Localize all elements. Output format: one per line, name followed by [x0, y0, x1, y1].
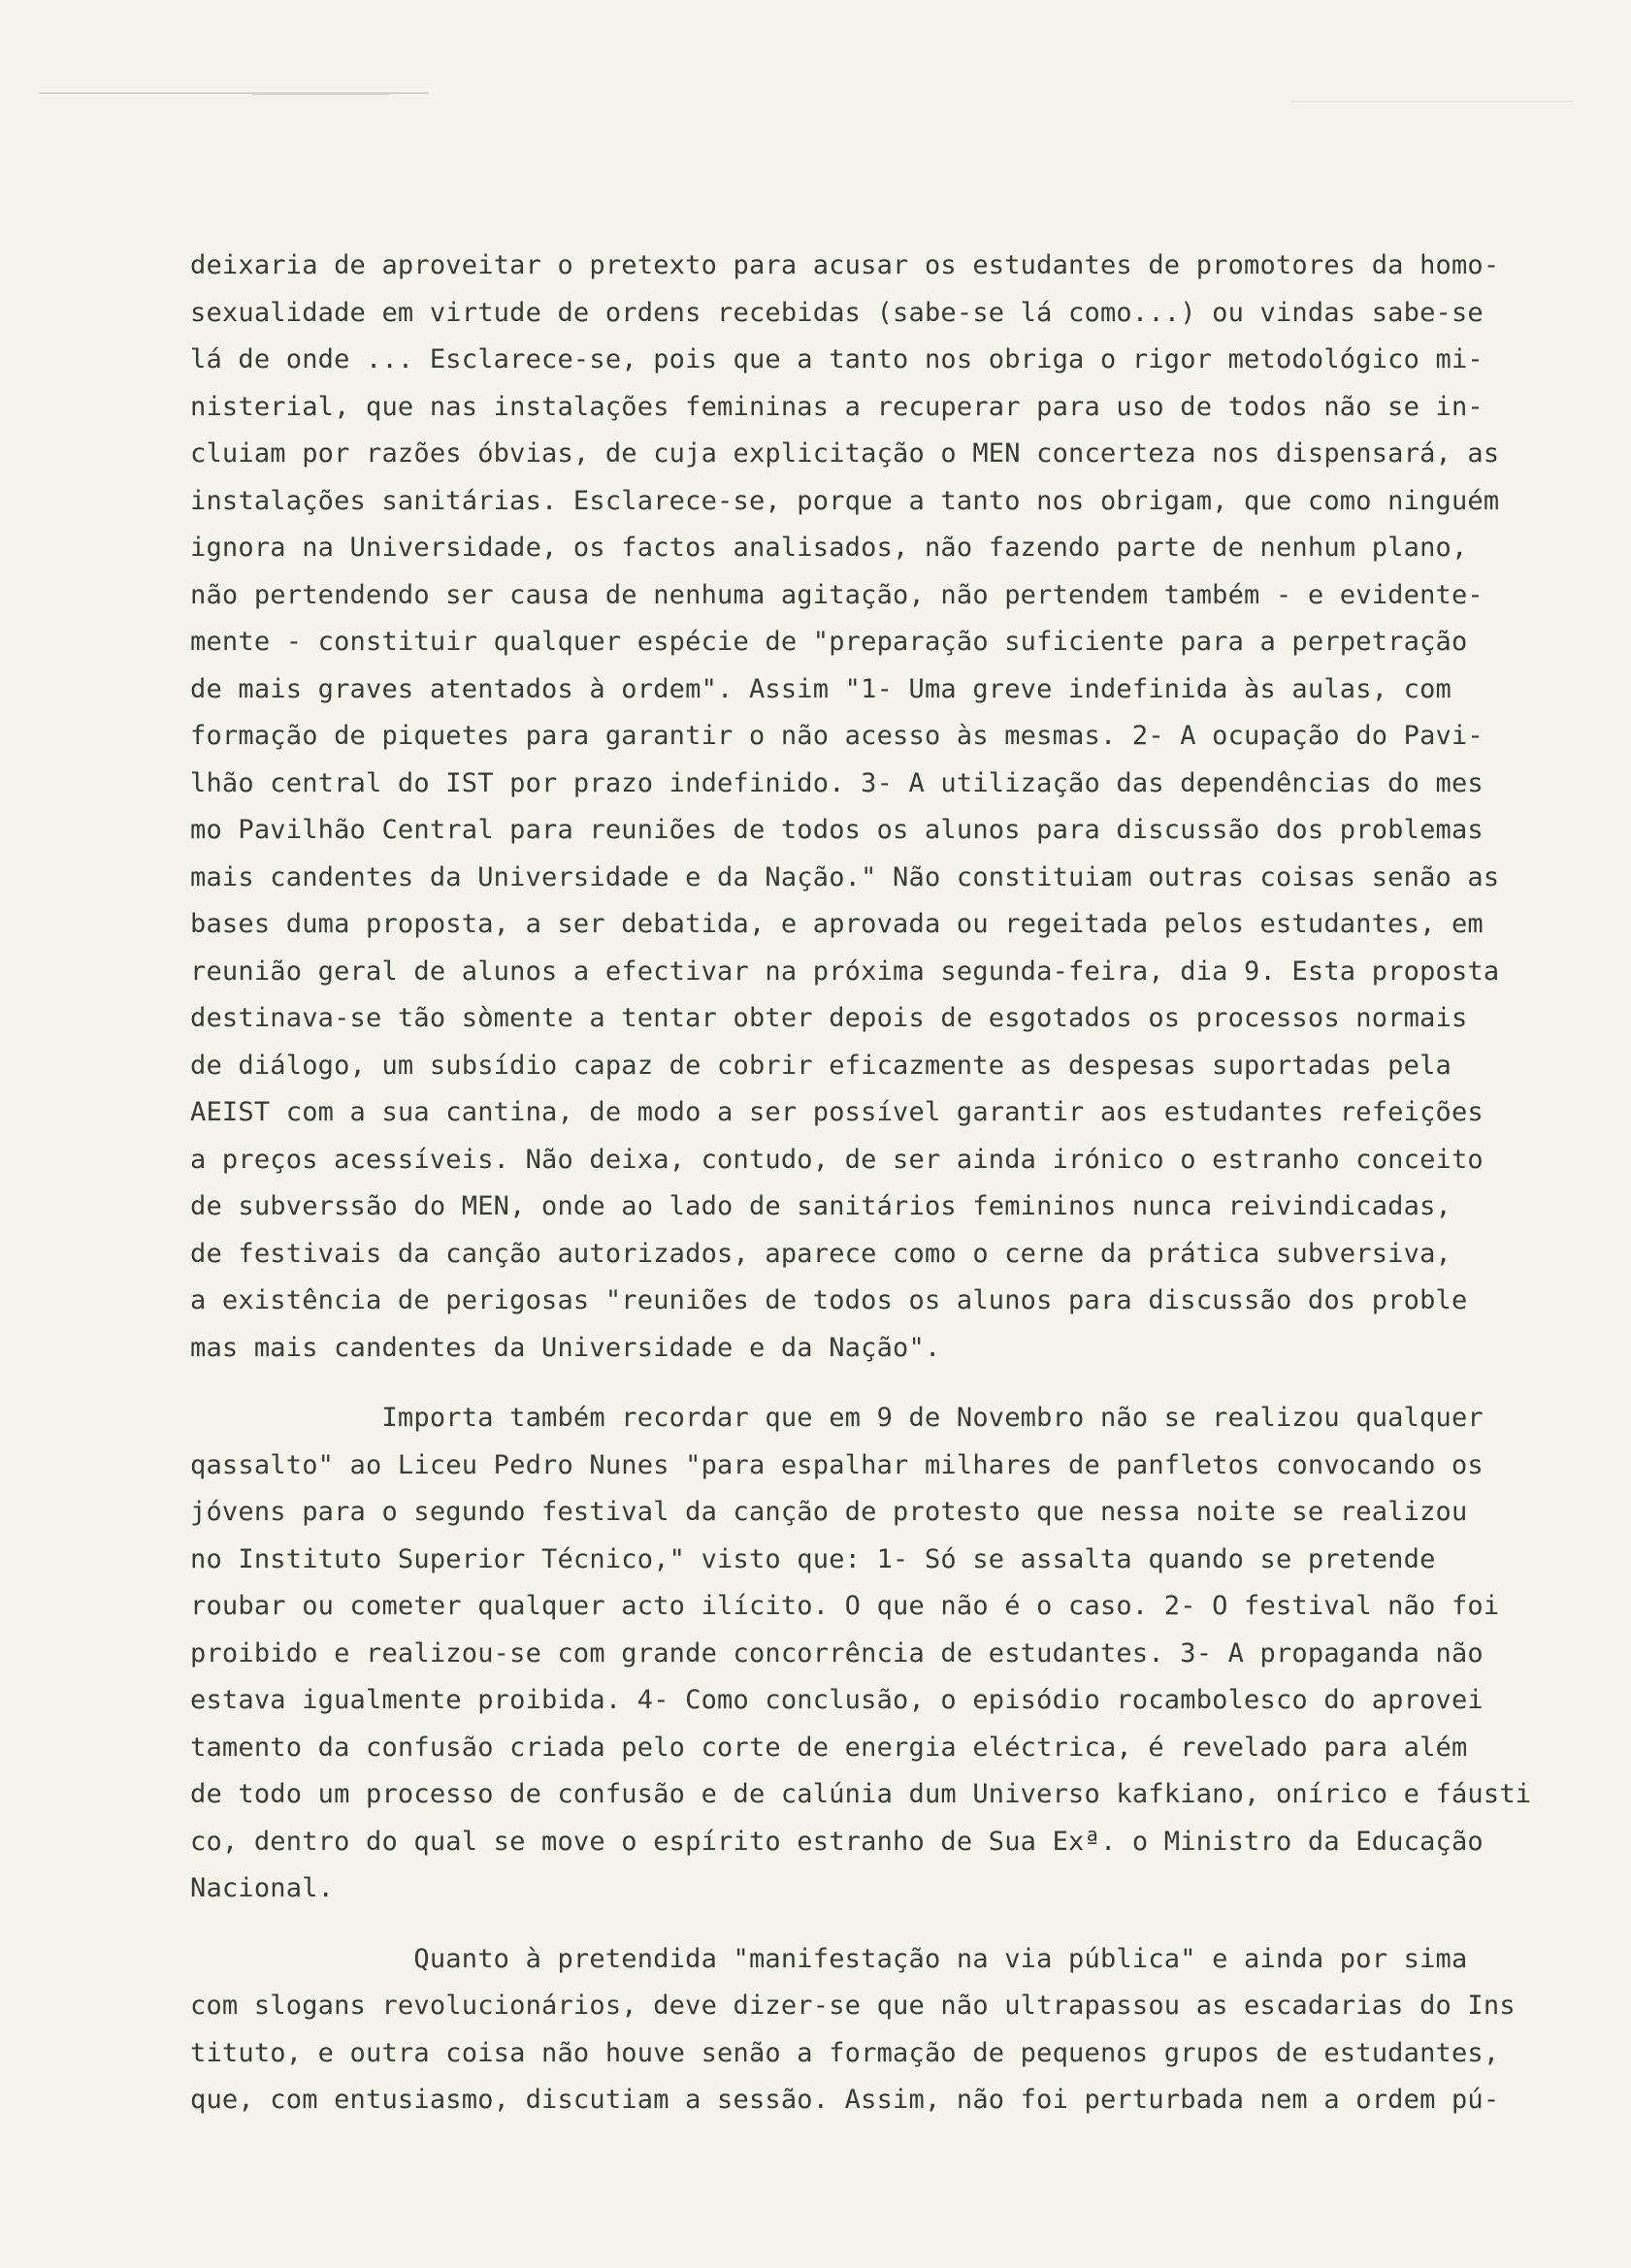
text-line: com slogans revolucionários, deve dizer-se que não ultrapassou as escadarias do Ins — [190, 1991, 1516, 2021]
text-line: mas mais candentes da Universidade e da Nação". — [190, 1332, 941, 1363]
text-line: proibido e realizou-se com grande concorrência de estudantes. 3- A propaganda não — [190, 1637, 1484, 1669]
text-line: reunião geral de alunos a efectivar na próxima segunda-feira, dia 9. Esta proposta — [190, 956, 1500, 987]
text-line: destinava-se tão sòmente a tentar obter depois de esgotados os processos normais — [190, 1003, 1468, 1033]
text-line: lhão central do IST por prazo indefinido. 3- A utilização das dependências do mes — [190, 767, 1484, 798]
text-line: no Instituto Superior Técnico," visto que: 1- Só se assalta quando se pretende — [190, 1543, 1436, 1574]
text-line: bases duma proposta, a ser debatida, e aprovada ou regeitada pelos estudantes, em — [190, 909, 1484, 939]
paragraph-gap — [190, 1913, 1549, 1936]
document-body — [190, 243, 1549, 2124]
text-line: lá de onde ... Esclarece-se, pois que a tanto nos obriga o rigor metodológico mi- — [190, 344, 1484, 374]
text-line: nisterial, que nas instalações femininas a recuperar para uso de todos não se in- — [190, 391, 1484, 422]
text-line: a existência de perigosas "reuniões de todos os alunos para discussão dos proble — [190, 1285, 1468, 1315]
text-line: deixaria de aproveitar o pretexto para acusar os estudantes de promotores da homo- — [190, 250, 1500, 280]
text-line: a preços acessíveis. Não deixa, contudo, de ser ainda irónico o estranho conceito — [190, 1144, 1484, 1175]
text-line: tamento da confusão criada pelo corte de energia eléctrica, é revelado para além — [190, 1732, 1468, 1763]
paragraph-gap — [190, 1372, 1549, 1395]
text-line: mais candentes da Universidade e da Nação." Não constituiam outras coisas senão as — [190, 861, 1500, 892]
text-line: qassalto" ao Liceu Pedro Nunes "para espalhar milhares de panfletos convocando os — [190, 1449, 1484, 1480]
text-line: de subverssão do MEN, onde ao lado de sanitários femininos nunca reivindicadas, — [190, 1191, 1452, 1221]
bleed-through-mark — [1290, 101, 1573, 102]
text-line: mo Pavilhão Central para reuniões de todos os alunos para discussão dos problemas — [190, 815, 1484, 845]
text-line: de mais graves atentados à ordem". Assim "1- Uma greve indefinida às aulas, com — [190, 673, 1452, 704]
text-line: de todo um processo de confusão e de calúnia dum Universo kafkiano, onírico e fáusti — [190, 1779, 1532, 1809]
text-line: cluiam por razões óbvias, de cuja explicitação o MEN concerteza nos dispensará, as — [190, 438, 1500, 469]
text-line: ignora na Universidade, os factos analisados, não fazendo parte de nenhum plano, — [190, 533, 1468, 563]
text-line: não pertendendo ser causa de nenhuma agitação, não pertendem também - e evidente- — [190, 579, 1484, 610]
text-line: formação de piquetes para garantir o não acesso às mesmas. 2- A ocupação do Pavi- — [190, 721, 1484, 751]
text-line: roubar ou cometer qualquer acto ilícito. O que não é o caso. 2- O festival não foi — [190, 1591, 1500, 1621]
text-line: AEIST com a sua cantina, de modo a ser possível garantir aos estudantes refeições — [190, 1097, 1484, 1127]
text-line: sexualidade em virtude de ordens recebidas (sabe-se lá como...) ou vindas sabe-se — [190, 297, 1484, 328]
text-line: tituto, e outra coisa não houve senão a formação de pequenos grupos de estudantes, — [190, 2037, 1500, 2068]
text-line: jóvens para o segundo festival da canção de protesto que nessa noite se realizou — [190, 1497, 1468, 1527]
text-line: co, dentro do qual se move o espírito estranho de Sua Exª. o Ministro da Educação — [190, 1826, 1484, 1857]
text-line: Quanto à pretendida "manifestação na via pública" e ainda por sima — [190, 1943, 1468, 1974]
text-line: de festivais da canção autorizados, aparece como o cerne da prática subversiva, — [190, 1238, 1452, 1269]
text-line: instalações sanitárias. Esclarece-se, porque a tanto nos obrigam, que como ninguém — [190, 485, 1500, 516]
bleed-through-mark — [252, 94, 389, 95]
text-line: mente - constituir qualquer espécie de "preparação suficiente para a perpetração — [190, 627, 1468, 657]
text-line: que, com entusiasmo, discutiam a sessão. Assim, não foi perturbada nem a ordem pú- — [190, 2085, 1500, 2115]
text-line: estava igualmente proibida. 4- Como conclusão, o episódio rocambolesco do aprovei — [190, 1685, 1484, 1715]
text-line: Nacional. — [190, 1873, 335, 1903]
text-line: Importa também recordar que em 9 de Novembro não se realizou qualquer — [190, 1403, 1484, 1433]
text-line: de diálogo, um subsídio capaz de cobrir eficazmente as despesas suportadas pela — [190, 1050, 1452, 1081]
